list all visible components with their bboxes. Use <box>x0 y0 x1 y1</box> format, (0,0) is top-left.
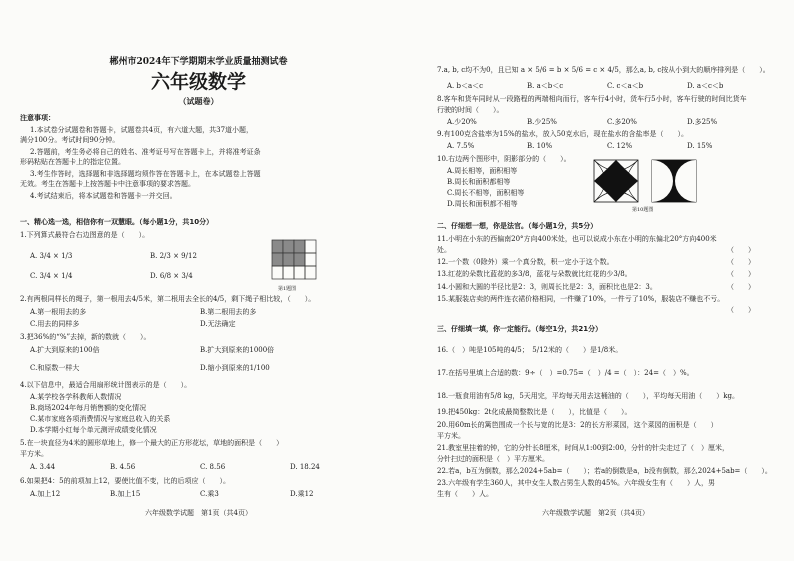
q4-option-b: B.商场2024年每月销售额的变化情况 <box>30 404 147 412</box>
grid-cell <box>272 266 283 279</box>
q3-option-d: D.缩小到原来的1/100 <box>200 364 270 372</box>
q7-option-b: B. a＜b＜c <box>527 82 564 90</box>
question-12: 12.一个数（0除外）乘一个真分数，积一定小于这个数。 <box>437 258 614 266</box>
q4-option-d: D.本学期小红每个单元测评成绩变化情况 <box>30 426 157 434</box>
grid-cell <box>294 266 305 279</box>
grid-cell <box>305 266 316 279</box>
grid-cell <box>283 253 294 266</box>
question-1: 1.下列算式最符合右边图意的是（ ）。 <box>20 231 150 239</box>
grid-cell <box>294 253 305 266</box>
notice-line: 4.考试结束后，将本试题卷和答题卡一并交回。 <box>30 192 177 200</box>
question-9: 9.有100克含盐率为15%的盐水，放入50克水后，现在盐水的含盐率是（ ）。 <box>437 130 689 138</box>
grid-cell <box>305 253 316 266</box>
notice-title: 注意事项： <box>20 113 55 122</box>
q8-option-c: C.多20% <box>607 118 637 126</box>
notice-line: 无效。考生在答题卡上按答题卡中注意事项的要求答题。 <box>20 180 195 188</box>
question-15: 15.某服装店卖的两件连衣裙价格相同，一件赚了10%，一件亏了10%，服装店不赚也不亏。 <box>437 295 725 303</box>
grid-cell <box>294 240 305 253</box>
q9-option-b: B. 10% <box>527 142 553 150</box>
q7-option-a: A. b＜a＜c <box>447 82 484 90</box>
question-10: 10.右边两个图形中，阴影部分的（ ）。 <box>437 155 571 163</box>
question-5-cont: 平方米。 <box>20 450 48 458</box>
notice-line: 1.本试卷分试题卷和答题卡，试题卷共4页，有六道大题，共37道小题， <box>30 126 254 134</box>
q5-option-b: B. 4.56 <box>110 463 136 471</box>
question-11-cont: 处。 <box>437 246 451 254</box>
notice-line: 3.考生作答时，选择题和非选择题均须作答在答题卡上，在本试题卷上答题 <box>30 170 261 178</box>
q10-option-a: A.周长相等，面积相等 <box>447 167 518 175</box>
q6-option-c: C.乘3 <box>200 490 219 498</box>
q11-answer-mark: （ ） <box>727 246 755 254</box>
q14-answer-mark: （ ） <box>727 283 755 291</box>
q6-option-b: B.加上15 <box>110 490 141 498</box>
q5-option-c: C. 8.56 <box>200 463 226 471</box>
q5-option-a: A. 3.44 <box>30 463 56 471</box>
q1-option-c: C. 3/4 × 1/4 <box>30 272 73 280</box>
q10-figure-caption: 第10题图 <box>632 207 654 213</box>
section-3-heading: 三、仔细填一填，你一定能行。（每空1分，共21分） <box>437 325 603 333</box>
grid-cell <box>283 266 294 279</box>
question-17: 17.在括号里填上合适的数：9÷（ ）=0.75=（ ）/4 =（ ）：24=（ ）%。 <box>437 369 694 377</box>
q4-option-c: C.某市家庭各项消费情况与家庭总收入的关系 <box>30 415 171 423</box>
q8-option-d: D.多25% <box>687 118 718 126</box>
question-20: 20.用60m长的篱笆围成一个长与宽的比是3：2的长方形菜园，这个菜园的面积是（ ） <box>437 421 718 429</box>
notice-line: 满分100分。考试时间90分钟。 <box>20 136 120 144</box>
q15-answer-mark: （ ） <box>727 306 755 314</box>
question-21: 21.教室里挂着的钟，它的分针长8厘米，时间从1:00到2:00，分针的针尖走过了（ ）厘米， <box>437 444 730 452</box>
question-13: 13.红花的朵数比蓝花的多3/8，蓝花与朵数就比红花的少3/8。 <box>437 270 632 278</box>
q8-option-a: A.少20% <box>447 118 477 126</box>
question-7: 7.a, b, c均不为0，且已知 a × 5/6 = b × 5/6 = c × 4/5，那么a, b, c按从小到大的顺序排列是（ ）。 <box>437 66 770 74</box>
question-11: 11.小明在小东的西偏南20°方向400米处，也可以说成小东在小明的东偏北20°方向400米 <box>437 235 717 243</box>
q9-option-a: A. 7.5% <box>447 142 475 150</box>
q2-option-a: A.第一根用去的多 <box>30 308 87 316</box>
q2-option-c: C.用去的同样多 <box>30 320 80 328</box>
q10-option-d: D.周长和面积都不相等 <box>447 200 518 208</box>
question-4: 4.以下信息中，最适合用扇形统计图表示的是（ ）。 <box>20 381 192 389</box>
q1-option-a: A. 3/4 × 1/3 <box>30 252 73 260</box>
q9-option-c: C. 12% <box>607 142 633 150</box>
question-18: 18.一瓶食用油有5/8 kg，5天用完，平均每天用去这桶油的（ ），平均每天用油（ ）kg。 <box>437 392 740 400</box>
question-8-cont: 行驶的时间（ ）。 <box>437 106 504 114</box>
page-footer: 六年级数学试题 第1页（共4页） <box>145 509 252 517</box>
section-2-heading: 二、仔细想一想，你是法官。（每小题1分，共5分） <box>437 222 598 230</box>
q13-answer-mark: （ ） <box>727 270 755 278</box>
question-20-cont: 平方米。 <box>437 432 465 440</box>
question-21-cont: 分针扫过的面积是（ ）平方厘米。 <box>437 455 549 463</box>
q9-option-d: D. 15% <box>687 142 713 150</box>
q3-option-c: C.和原数一样大 <box>30 364 80 372</box>
notice-line: 形码粘贴在答题卡上的指定位置。 <box>20 158 125 166</box>
q1-option-d: D. 6/8 × 3/4 <box>150 272 193 280</box>
q1-figure-caption: 第1题图 <box>278 286 297 292</box>
question-23: 23.六年级有学生360人，其中女生人数占男生人数的45%。六年级女生有（ ）人，男 <box>437 479 716 487</box>
q7-option-d: D. a＜c＜b <box>687 82 724 90</box>
grid-cell <box>305 240 316 253</box>
q12-answer-mark: （ ） <box>727 258 755 266</box>
notice-line: 2.答题前，考生务必将自己的姓名、准考证号写在答题卡上，并将准考证条 <box>30 148 261 156</box>
q10-figure <box>592 158 702 204</box>
grid-cell <box>283 240 294 253</box>
q10-option-b: B.周长和面积都相等 <box>447 178 511 186</box>
question-3: 3.把36%的“%”去掉，新的数就（ ）。 <box>20 333 151 341</box>
subject-title: 六年级数学 <box>150 71 246 93</box>
q2-option-d: D.无法确定 <box>200 320 236 328</box>
page-footer: 六年级数学试题 第2页（共4页） <box>542 509 649 517</box>
q1-grid-figure <box>270 238 320 282</box>
q6-option-a: A.加上12 <box>30 490 61 498</box>
q5-option-d: D. 18.24 <box>290 463 320 471</box>
question-5: 5.在一块直径为4米的圆形草地上，修一个最大的正方形花坛，草地的面积是（ ） <box>20 439 284 447</box>
question-23-cont: 生有（ ）人。 <box>437 490 493 498</box>
q3-option-b: B.扩大到原来的1000倍 <box>200 346 275 354</box>
q1-option-b: B. 2/3 × 9/12 <box>150 252 197 260</box>
q7-option-c: C. c＜a＜b <box>607 82 644 90</box>
q10-option-c: C.周长不相等，面积相等 <box>447 189 525 197</box>
q4-option-a: A.某学校各学科教师人数情况 <box>30 393 122 401</box>
subtitle: （试题卷） <box>178 96 219 106</box>
question-6: 6.如果把4：5的前项加上12，要使比值不变，比的后项应（ ）。 <box>20 477 230 485</box>
question-14: 14.小圆和大圆的半径比是2：3，则周长比是2：3，面积比也是2：3。 <box>437 283 657 291</box>
question-22: 22.若a，b互为倒数，那么2024+5ab=（ ）；若a的倒数是a，b没有倒数，那么2024+5ab=（ ）。 <box>437 467 772 475</box>
q3-option-a: A.扩大到原来的100倍 <box>30 346 100 354</box>
section-1-heading: 一、精心选一选，相信你有一双慧眼。（每小题1分，共10分） <box>20 218 214 226</box>
q8-option-b: B.少25% <box>527 118 557 126</box>
grid-cell <box>272 253 283 266</box>
question-8: 8.客车和货车同时从一段路程的两端相向而行，客车行4小时，货车行5小时，客车行驶的时间比货车 <box>437 95 747 103</box>
page-right <box>397 0 794 561</box>
q6-option-d: D.乘12 <box>290 490 314 498</box>
grid-cell <box>272 240 283 253</box>
q2-option-b: B.第二根用去的多 <box>200 308 257 316</box>
question-16: 16.（ ）吨是105吨的4/5； 5/12米的（ ）是1/8米。 <box>437 346 623 354</box>
question-19: 19.把450kg：2t化成最简整数比是（ ），比值是（ ）。 <box>437 408 632 416</box>
question-2: 2.有两根同样长的绳子，第一根用去4/5米，第二根用去全长的4/5，剩下绳子相比较，（ ）。 <box>20 295 316 303</box>
exam-title: 郴州市2024年下学期期末学业质量抽测试卷 <box>109 57 288 67</box>
